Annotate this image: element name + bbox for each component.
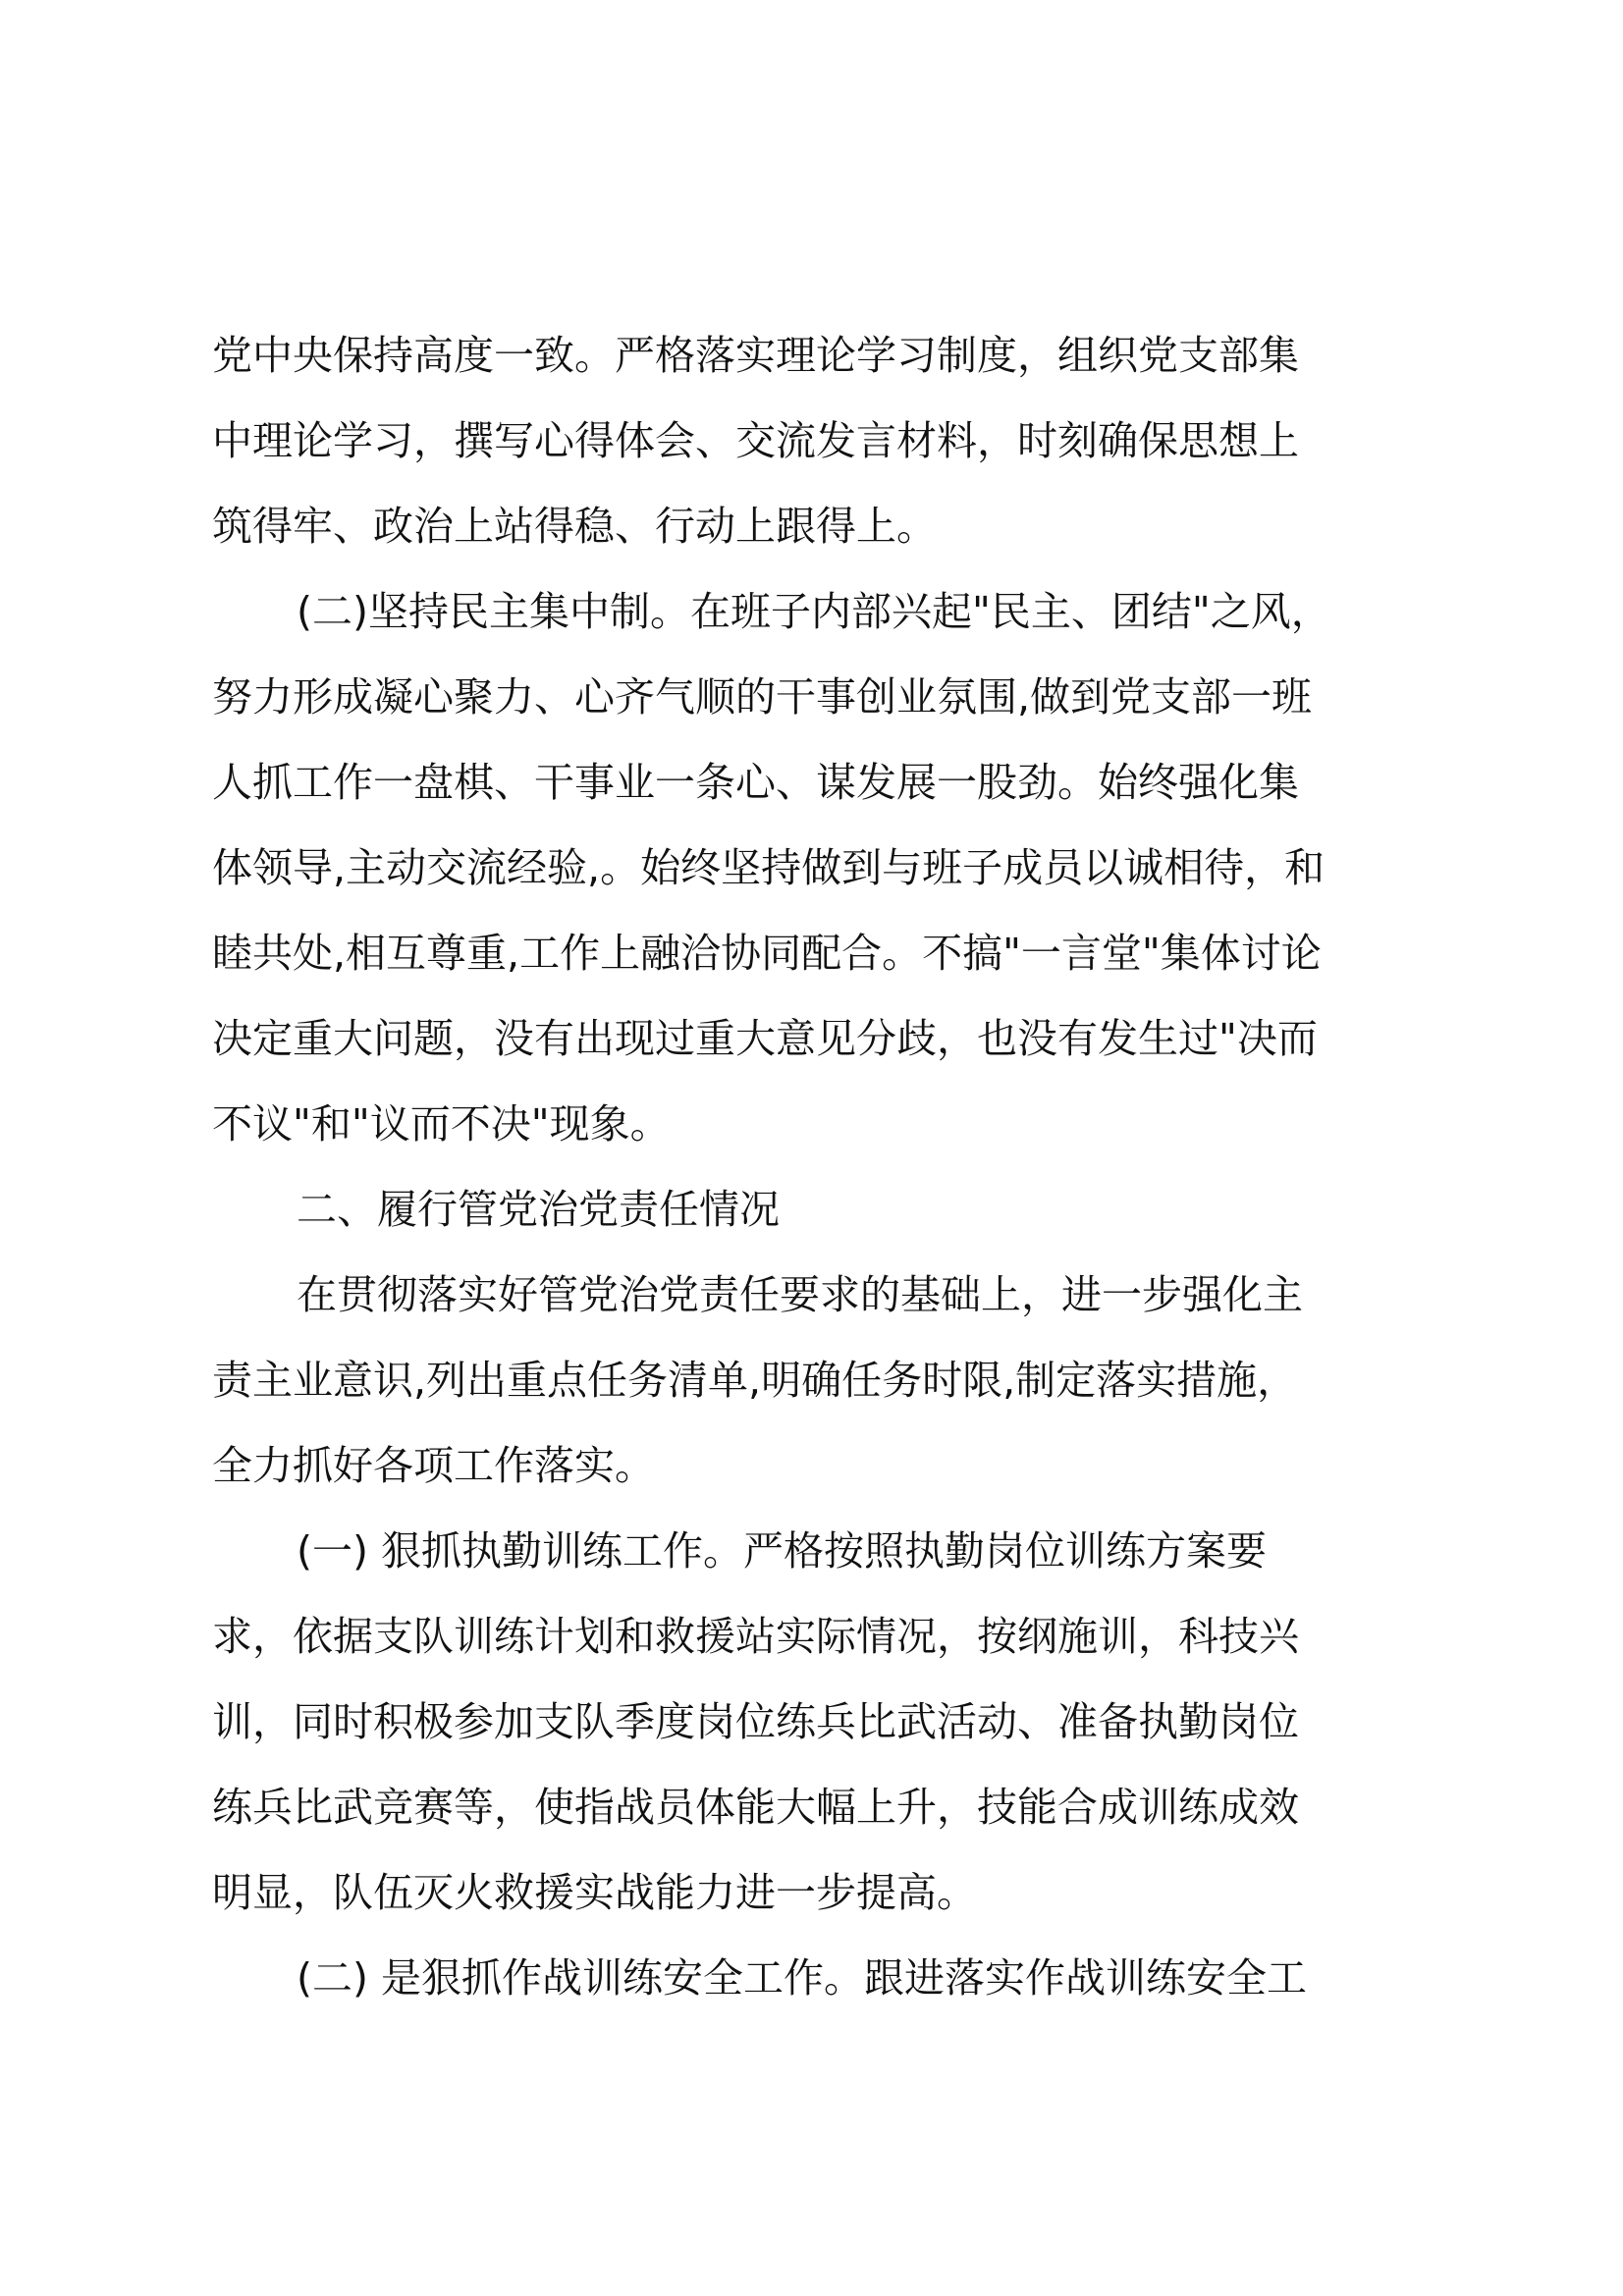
text-line: 不议"和"议而不决"现象。 — [212, 1100, 671, 1148]
text-line: 筑得牢、政治上站得稳、行动上跟得上。 — [212, 503, 937, 550]
paragraph-first-line: (二)坚持民主集中制。在班子内部兴起"民主、团结"之风， — [297, 588, 1331, 635]
text-line: 党中央保持高度一致。严格落实理论学习制度，组织党支部集 — [212, 332, 1299, 379]
text-line: 明显，队伍灭火救援实战能力进一步提高。 — [212, 1869, 977, 1916]
text-line: 决定重大问题，没有出现过重大意见分歧，也没有发生过"决而 — [212, 1015, 1318, 1062]
text-line: 人抓工作一盘棋、干事业一条心、谋发展一股劲。始终强化集 — [212, 759, 1299, 806]
text-line: 睦共处,相互尊重,工作上融洽协同配合。不搞"一言堂"集体讨论 — [212, 930, 1322, 977]
text-line: 求，依据支队训练计划和救援站实际情况，按纲施训，科技兴 — [212, 1613, 1299, 1660]
paragraph-first-line: (二) 是狠抓作战训练安全工作。跟进落实作战训练安全工 — [297, 1954, 1308, 2002]
text-line: 责主业意识,列出重点任务清单,明确任务时限,制定落实措施， — [212, 1357, 1298, 1404]
text-line: 全力抓好各项工作落实。 — [212, 1442, 655, 1489]
text-line: 练兵比武竞赛等，使指战员体能大幅上升，技能合成训练成效 — [212, 1784, 1299, 1831]
text-line: 努力形成凝心聚力、心齐气顺的干事创业氛围,做到党支部一班 — [212, 673, 1313, 721]
paragraph-first-line: (一) 狠抓执勤训练工作。严格按照执勤岗位训练方案要 — [297, 1527, 1268, 1575]
paragraph-first-line: 在贯彻落实好管党治党责任要求的基础上，进一步强化主 — [297, 1271, 1303, 1318]
text-line: 体领导,主动交流经验,。始终坚持做到与班子成员以诚相待，和 — [212, 844, 1325, 891]
section-heading: 二、履行管党治党责任情况 — [297, 1186, 780, 1233]
text-line: 训，同时积极参加支队季度岗位练兵比武活动、准备执勤岗位 — [212, 1698, 1299, 1745]
text-line: 中理论学习，撰写心得体会、交流发言材料，时刻确保思想上 — [212, 417, 1299, 464]
